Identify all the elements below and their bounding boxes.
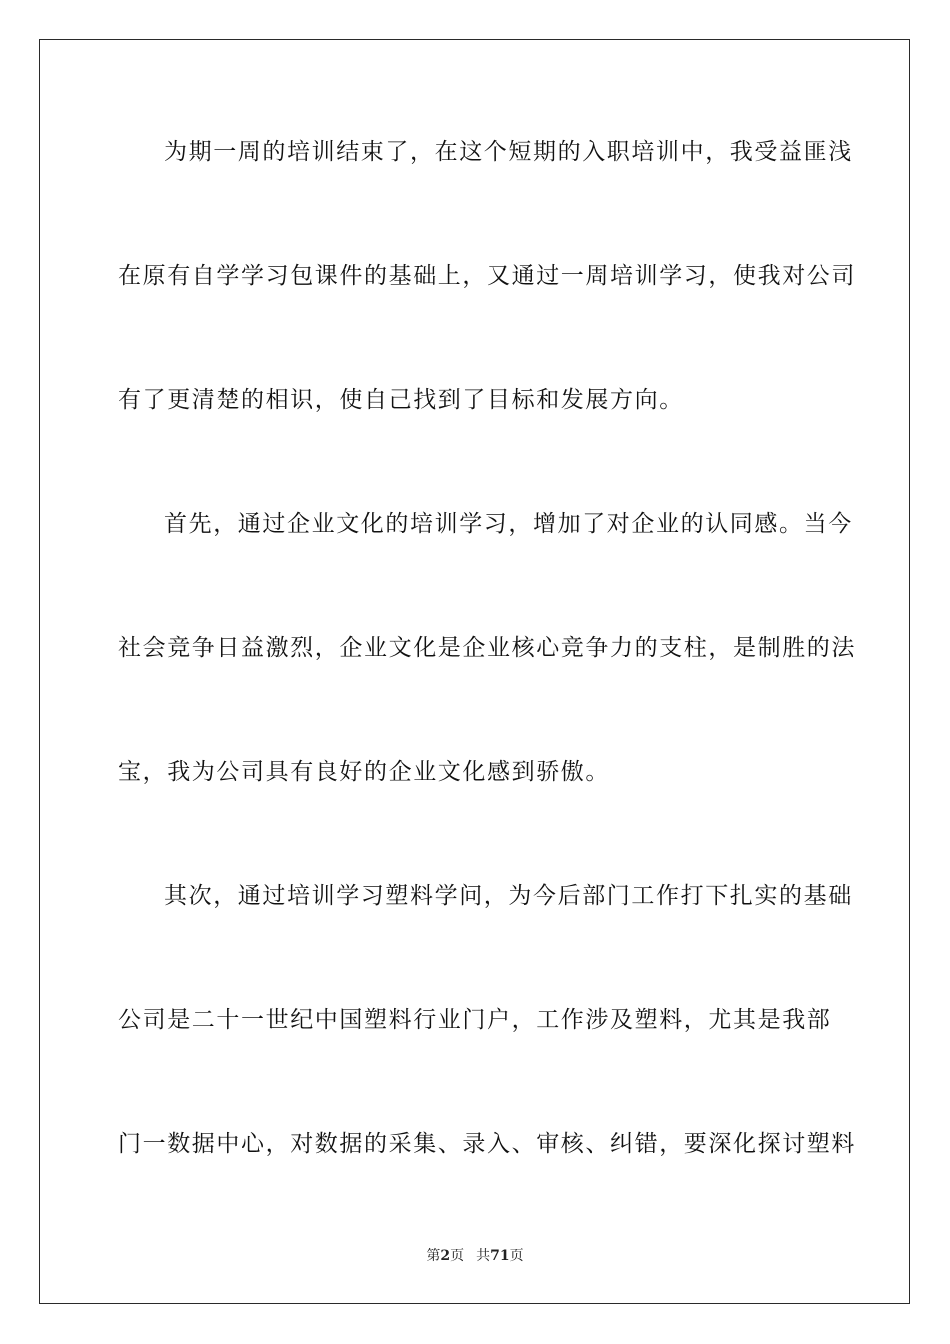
page-frame — [39, 39, 910, 1304]
total-prefix: 共 — [476, 1248, 491, 1264]
page-footer — [0, 1246, 950, 1266]
paragraph-3-line-1: 其次，通过培训学习塑料学问，为今后部门工作打下扎实的基础 — [164, 883, 853, 909]
paragraph-2-line-2: 社会竞争日益激烈，企业文化是企业核心竞争力的支柱，是制胜的法 — [118, 635, 856, 661]
page-suffix: 页 — [450, 1248, 465, 1264]
paragraph-2-line-1: 首先，通过企业文化的培训学习，增加了对企业的认同感。当今 — [164, 511, 853, 537]
page-number: 2 — [440, 1248, 451, 1264]
paragraph-3-line-2: 公司是二十一世纪中国塑料行业门户，工作涉及塑料，尤其是我部 — [118, 1007, 832, 1033]
paragraph-1-line-2: 在原有自学学习包课件的基础上，又通过一周培训学习，使我对公司 — [118, 263, 856, 289]
total-suffix: 页 — [509, 1248, 524, 1264]
total-pages: 71 — [490, 1248, 510, 1264]
paragraph-1-line-1: 为期一周的培训结束了，在这个短期的入职培训中，我受益匪浅 — [164, 139, 853, 165]
paragraph-3-line-3: 门一数据中心，对数据的采集、录入、审核、纠错，要深化探讨塑料 — [118, 1131, 856, 1157]
page-prefix: 第 — [426, 1248, 441, 1264]
paragraph-2-line-3: 宝，我为公司具有良好的企业文化感到骄傲。 — [118, 759, 610, 785]
paragraph-1-line-3: 有了更清楚的相识，使自己找到了目标和发展方向。 — [118, 387, 684, 413]
